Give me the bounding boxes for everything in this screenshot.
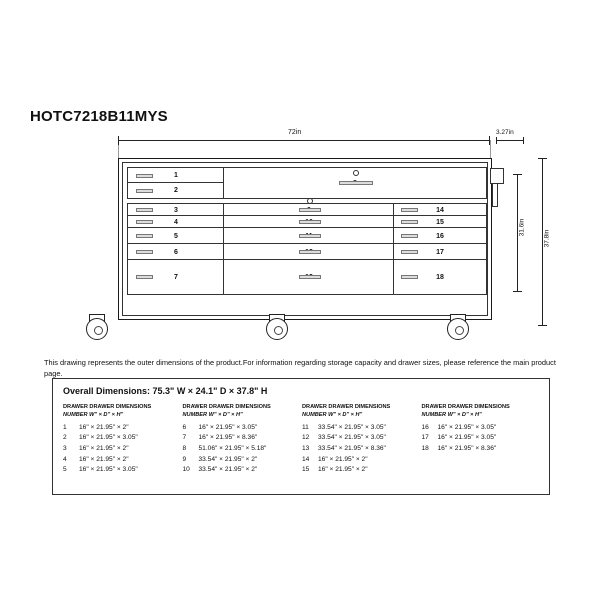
table-row xyxy=(302,433,416,444)
drawer-handle xyxy=(136,234,153,238)
drawer-dimension-columns xyxy=(63,403,541,488)
table-row xyxy=(422,433,536,444)
width-dimension-label: 72in xyxy=(285,129,304,136)
column-header-line2: NUMBER W" × D" × H" xyxy=(302,412,363,419)
lock-knob-icon xyxy=(353,170,359,176)
table-row xyxy=(183,465,297,476)
drawer-number-cell: 1 xyxy=(63,423,67,431)
table-row xyxy=(302,444,416,455)
side-depth-dimension-label: 3.27in xyxy=(496,129,514,136)
table-row xyxy=(422,444,536,455)
drawer-dimension-cell: 16" × 21.95" × 3.05" xyxy=(198,423,258,431)
drawer-handle xyxy=(299,250,321,254)
drawer-number-cell: 6 xyxy=(182,423,187,431)
drawer-handle xyxy=(401,220,418,224)
column-header-line1: DRAWER DRAWER DIMENSIONS xyxy=(63,404,152,410)
drawer-number: 3 xyxy=(174,206,178,214)
column-header xyxy=(63,403,177,420)
extension-line-right xyxy=(490,140,491,158)
drawer-number-cell: 17 xyxy=(421,434,429,442)
drawer-rows xyxy=(183,423,297,476)
drawer-number-cell: 15 xyxy=(302,466,310,474)
drawer-dimension-cell: 16" × 21.95" × 2" xyxy=(318,455,368,463)
drawer-dimension-cell: 16" × 21.95" × 2" xyxy=(79,445,129,453)
drawer-number: 2 xyxy=(174,187,178,194)
drawer-number: 6 xyxy=(174,248,178,256)
drawer-number: 4 xyxy=(174,218,178,226)
table-row xyxy=(183,433,297,444)
drawer-dimension-cell: 16" × 21.95" × 3.05" xyxy=(437,423,497,431)
table-row xyxy=(422,423,536,434)
caster-wheel-left xyxy=(86,318,108,340)
tool-chest-inner-frame xyxy=(122,162,488,316)
drawer-cell-8 xyxy=(223,167,487,199)
drawer-dimension-cell: 33.54" × 21.95" × 2" xyxy=(198,466,258,474)
technical-drawing xyxy=(30,128,570,348)
drawer-number-cell: 16 xyxy=(421,423,429,431)
drawer-dimension-cell: 33.54" × 21.95" × 3.05" xyxy=(318,423,386,431)
drawer-number-cell: 3 xyxy=(63,445,67,453)
drawer-dimension-cell: 16" × 21.95" × 3.05" xyxy=(437,434,497,442)
drawer-number: 1 xyxy=(174,172,178,179)
drawer-number: 17 xyxy=(436,248,444,256)
drawer-dimension-cell: 33.54" × 21.95" × 8.36" xyxy=(318,445,386,453)
table-row xyxy=(302,465,416,476)
table-row xyxy=(183,423,297,434)
table-row xyxy=(63,465,177,476)
side-depth-dimension-line xyxy=(496,140,524,141)
drawer-number-cell: 2 xyxy=(63,434,67,442)
inner-height-dimension-label: 31.6in xyxy=(518,218,526,237)
specification-box xyxy=(52,378,550,495)
drawer-handle xyxy=(136,174,153,178)
table-row xyxy=(63,423,177,434)
drawer-dimension-cell: 16" × 21.95" × 3.05" xyxy=(79,466,138,474)
column-header-line1: DRAWER DRAWER DIMENSIONS xyxy=(302,404,391,410)
drawer-dimension-cell: 16" × 21.95" × 2" xyxy=(79,423,129,431)
drawer-number: 16 xyxy=(436,232,444,240)
column-header-line2: NUMBER W" × D" × H" xyxy=(182,412,243,419)
column-header-line1: DRAWER DRAWER DIMENSIONS xyxy=(421,404,510,410)
column-header xyxy=(183,403,297,420)
drawer-cell-7 xyxy=(127,259,225,295)
drawer-rows xyxy=(422,423,536,455)
tool-chest-body xyxy=(118,158,492,320)
drawer-dimension-cell: 33.54" × 21.95" × 3.05" xyxy=(318,434,386,442)
drawer-dimension-column-3 xyxy=(302,403,422,488)
drawer-cell-2 xyxy=(127,182,225,199)
column-header xyxy=(302,403,416,420)
drawer-cell-13 xyxy=(223,259,395,295)
drawer-handle xyxy=(401,250,418,254)
column-header-line1: DRAWER DRAWER DIMENSIONS xyxy=(182,404,271,410)
column-header-line2: NUMBER W" × D" × H" xyxy=(421,412,482,419)
drawer-number: 5 xyxy=(174,232,178,240)
table-row xyxy=(302,455,416,466)
side-handle-bar xyxy=(492,183,498,207)
drawer-dimension-column-2 xyxy=(183,403,303,488)
drawer-handle xyxy=(401,275,418,279)
lock-knob-icon xyxy=(307,198,313,204)
drawer-number-cell: 9 xyxy=(182,455,187,463)
page-title: HOTC7218B11MYS xyxy=(30,108,168,125)
drawer-handle xyxy=(299,220,321,224)
column-header xyxy=(422,403,536,420)
drawer-dimension-cell: 33.54" × 21.95" × 2" xyxy=(198,455,258,463)
side-handle-bracket xyxy=(490,168,504,184)
drawer-dimension-cell: 16" × 21.95" × 3.05" xyxy=(79,434,138,442)
drawer-handle xyxy=(401,208,418,212)
drawer-number-cell: 4 xyxy=(63,455,67,463)
drawer-handle xyxy=(136,250,153,254)
drawer-number-cell: 11 xyxy=(302,423,309,431)
drawer-dimension-column-4 xyxy=(422,403,542,488)
drawer-dimension-column-1 xyxy=(63,403,183,488)
drawer-handle xyxy=(401,234,418,238)
drawer-number-cell: 5 xyxy=(63,466,67,474)
drawer-number: 15 xyxy=(436,218,444,226)
drawer-dimension-cell: 16" × 21.95" × 2" xyxy=(318,466,368,474)
drawer-dimension-cell: 16" × 21.95" × 8.36" xyxy=(198,434,258,442)
drawer-number: 7 xyxy=(174,273,178,281)
drawer-handle xyxy=(136,208,153,212)
drawer-handle xyxy=(339,181,372,185)
table-row xyxy=(63,444,177,455)
drawer-number-cell: 8 xyxy=(182,445,187,453)
drawer-number-cell: 13 xyxy=(302,445,310,453)
overall-dimensions-label: Overall Dimensions: 75.3" W × 24.1" D × 37.8" H xyxy=(63,386,268,396)
caster-wheel-right xyxy=(447,318,469,340)
drawer-handle xyxy=(299,234,321,238)
drawer-number-cell: 10 xyxy=(182,466,190,474)
drawer-number-cell: 12 xyxy=(302,434,310,442)
drawer-number-cell: 18 xyxy=(421,445,429,453)
table-row xyxy=(302,423,416,434)
drawer-dimension-cell: 16" × 21.95" × 2" xyxy=(79,455,129,463)
drawer-rows xyxy=(63,423,177,476)
width-dimension-line xyxy=(118,140,490,141)
table-row xyxy=(183,444,297,455)
drawer-number: 14 xyxy=(436,206,444,214)
caster-wheel-middle xyxy=(266,318,288,340)
drawer-number-cell: 14 xyxy=(302,455,310,463)
table-row xyxy=(183,455,297,466)
column-header-line2: NUMBER W" × D" × H" xyxy=(63,412,124,419)
table-row xyxy=(63,433,177,444)
drawer-dimension-cell: 51.06" × 21.95" × 5.18" xyxy=(198,445,267,453)
drawer-rows xyxy=(302,423,416,476)
drawer-handle xyxy=(136,189,153,193)
drawing-note: This drawing represents the outer dimensions of the product.For information regarding storage capacity and drawer sizes, please reference the main product page. xyxy=(44,358,556,378)
drawer-number: 18 xyxy=(436,273,444,281)
table-row xyxy=(63,455,177,466)
drawer-dimension-cell: 16" × 21.95" × 8.36" xyxy=(437,445,497,453)
drawer-handle xyxy=(136,220,153,224)
overall-height-dimension-label: 37.8in xyxy=(543,229,551,248)
drawer-handle xyxy=(299,208,321,212)
drawer-cell-18 xyxy=(393,259,487,295)
drawer-number-cell: 7 xyxy=(182,434,187,442)
drawer-handle xyxy=(136,275,153,279)
drawer-handle xyxy=(299,275,321,279)
